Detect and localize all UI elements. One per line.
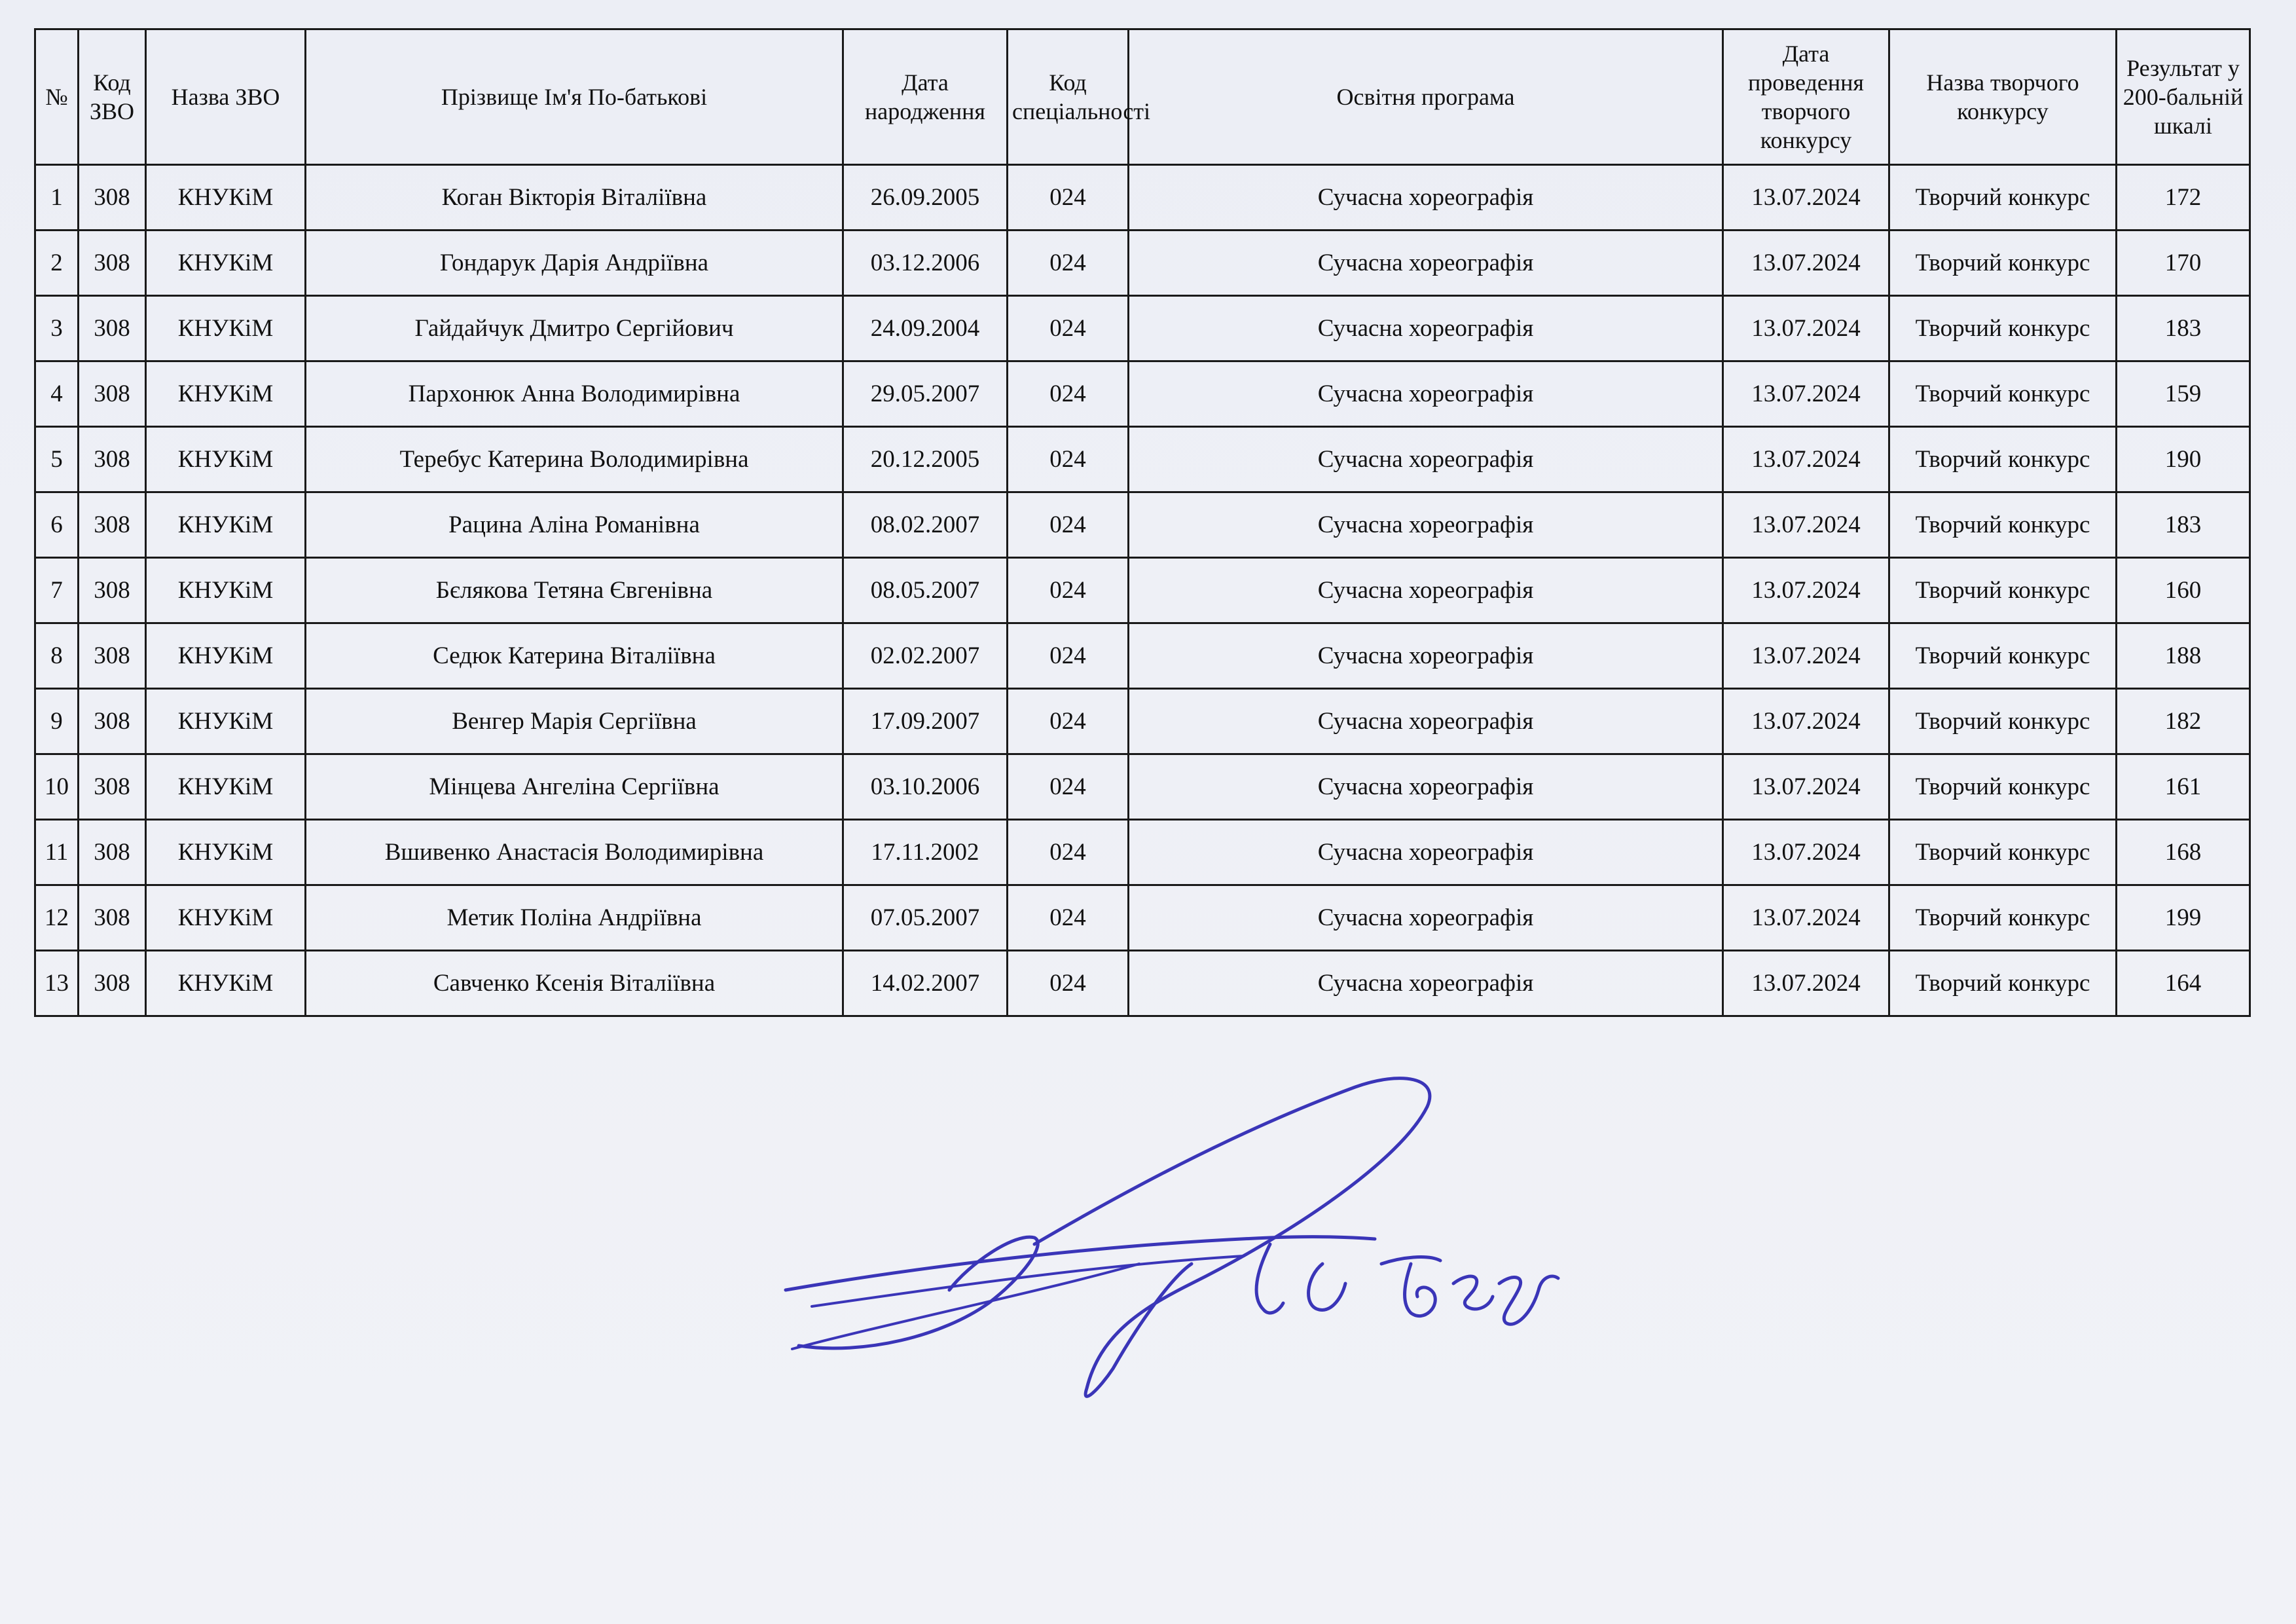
cell-birth-date: 29.05.2007 [843,361,1008,427]
cell-contest-name: Творчий конкурс [1889,427,2117,492]
cell-score: 170 [2117,231,2250,296]
cell-institution-name: КНУКіМ [146,296,306,361]
cell-number: 9 [35,689,79,754]
cell-score: 160 [2117,558,2250,623]
cell-institution-code: 308 [79,558,146,623]
cell-institution-name: КНУКіМ [146,231,306,296]
table-row [35,820,2250,885]
cell-educational-program: Сучасна хореографія [1129,361,1723,427]
table-row [35,885,2250,951]
table-row [35,689,2250,754]
cell-institution-code: 308 [79,951,146,1016]
column-header-educational-program: Освітня програма [1129,29,1723,165]
cell-institution-name: КНУКіМ [146,820,306,885]
cell-birth-date: 17.09.2007 [843,689,1008,754]
cell-specialty-code: 024 [1008,754,1129,820]
cell-full-name: Вшивенко Анастасія Володимирівна [306,820,843,885]
cell-institution-code: 308 [79,165,146,231]
cell-birth-date: 07.05.2007 [843,885,1008,951]
cell-educational-program: Сучасна хореографія [1129,165,1723,231]
column-header-contest-date: Дата проведення творчого конкурсу [1723,29,1889,165]
cell-specialty-code: 024 [1008,492,1129,558]
cell-birth-date: 14.02.2007 [843,951,1008,1016]
cell-number: 5 [35,427,79,492]
cell-specialty-code: 024 [1008,427,1129,492]
cell-score: 188 [2117,623,2250,689]
table-row [35,427,2250,492]
cell-specialty-code: 024 [1008,296,1129,361]
cell-number: 12 [35,885,79,951]
cell-contest-date: 13.07.2024 [1723,689,1889,754]
header-row [35,29,2250,165]
cell-contest-date: 13.07.2024 [1723,558,1889,623]
table-body [35,165,2250,1016]
table-row [35,951,2250,1016]
cell-contest-date: 13.07.2024 [1723,361,1889,427]
cell-contest-date: 13.07.2024 [1723,820,1889,885]
cell-birth-date: 03.10.2006 [843,754,1008,820]
cell-educational-program: Сучасна хореографія [1129,296,1723,361]
cell-score: 183 [2117,492,2250,558]
column-header-specialty-code: Код спеціальності [1008,29,1129,165]
cell-contest-name: Творчий конкурс [1889,689,2117,754]
cell-full-name: Теребус Катерина Володимирівна [306,427,843,492]
cell-contest-date: 13.07.2024 [1723,885,1889,951]
column-header-institution-name: Назва ЗВО [146,29,306,165]
cell-full-name: Седюк Катерина Віталіївна [306,623,843,689]
cell-specialty-code: 024 [1008,689,1129,754]
cell-birth-date: 02.02.2007 [843,623,1008,689]
cell-specialty-code: 024 [1008,361,1129,427]
cell-contest-name: Творчий конкурс [1889,623,2117,689]
table-row [35,623,2250,689]
table-row [35,754,2250,820]
cell-institution-code: 308 [79,885,146,951]
cell-score: 172 [2117,165,2250,231]
cell-educational-program: Сучасна хореографія [1129,427,1723,492]
cell-institution-name: КНУКіМ [146,951,306,1016]
cell-full-name: Бєлякова Тетяна Євгенівна [306,558,843,623]
cell-number: 11 [35,820,79,885]
cell-institution-code: 308 [79,427,146,492]
cell-contest-name: Творчий конкурс [1889,558,2117,623]
cell-contest-name: Творчий конкурс [1889,165,2117,231]
column-header-contest-name: Назва творчого конкурсу [1889,29,2117,165]
table-header [35,29,2250,165]
cell-number: 3 [35,296,79,361]
table-row [35,296,2250,361]
cell-specialty-code: 024 [1008,165,1129,231]
cell-full-name: Савченко Ксенія Віталіївна [306,951,843,1016]
cell-birth-date: 17.11.2002 [843,820,1008,885]
cell-birth-date: 24.09.2004 [843,296,1008,361]
cell-institution-name: КНУКіМ [146,689,306,754]
cell-contest-name: Творчий конкурс [1889,820,2117,885]
column-header-birth-date: Дата народження [843,29,1008,165]
cell-score: 190 [2117,427,2250,492]
cell-contest-name: Творчий конкурс [1889,951,2117,1016]
cell-score: 182 [2117,689,2250,754]
cell-institution-name: КНУКіМ [146,558,306,623]
cell-contest-name: Творчий конкурс [1889,885,2117,951]
cell-score: 199 [2117,885,2250,951]
cell-institution-code: 308 [79,820,146,885]
cell-full-name: Пархонюк Анна Володимирівна [306,361,843,427]
cell-number: 1 [35,165,79,231]
cell-contest-name: Творчий конкурс [1889,296,2117,361]
cell-contest-name: Творчий конкурс [1889,231,2117,296]
table-row [35,361,2250,427]
cell-institution-code: 308 [79,492,146,558]
cell-contest-date: 13.07.2024 [1723,165,1889,231]
cell-score: 183 [2117,296,2250,361]
cell-contest-date: 13.07.2024 [1723,296,1889,361]
cell-birth-date: 08.02.2007 [843,492,1008,558]
cell-institution-name: КНУКіМ [146,754,306,820]
cell-institution-code: 308 [79,231,146,296]
cell-contest-name: Творчий конкурс [1889,754,2117,820]
cell-specialty-code: 024 [1008,558,1129,623]
cell-institution-name: КНУКіМ [146,361,306,427]
cell-institution-code: 308 [79,296,146,361]
cell-institution-name: КНУКіМ [146,165,306,231]
cell-full-name: Рацина Аліна Романівна [306,492,843,558]
cell-institution-name: КНУКіМ [146,492,306,558]
cell-score: 161 [2117,754,2250,820]
cell-institution-code: 308 [79,754,146,820]
cell-specialty-code: 024 [1008,623,1129,689]
column-header-score: Результат у 200-бальній шкалі [2117,29,2250,165]
column-header-number: № [35,29,79,165]
cell-contest-date: 13.07.2024 [1723,231,1889,296]
cell-full-name: Гайдайчук Дмитро Сергійович [306,296,843,361]
cell-number: 6 [35,492,79,558]
cell-specialty-code: 024 [1008,820,1129,885]
cell-number: 7 [35,558,79,623]
cell-specialty-code: 024 [1008,951,1129,1016]
table-row [35,231,2250,296]
cell-institution-code: 308 [79,623,146,689]
cell-number: 8 [35,623,79,689]
column-header-institution-code: Код ЗВО [79,29,146,165]
cell-number: 10 [35,754,79,820]
cell-score: 168 [2117,820,2250,885]
cell-birth-date: 03.12.2006 [843,231,1008,296]
cell-contest-date: 13.07.2024 [1723,492,1889,558]
cell-full-name: Мінцева Ангеліна Сергіївна [306,754,843,820]
cell-institution-name: КНУКіМ [146,623,306,689]
table-row [35,492,2250,558]
cell-educational-program: Сучасна хореографія [1129,492,1723,558]
cell-number: 4 [35,361,79,427]
cell-educational-program: Сучасна хореографія [1129,231,1723,296]
cell-contest-date: 13.07.2024 [1723,951,1889,1016]
cell-number: 13 [35,951,79,1016]
cell-institution-code: 308 [79,689,146,754]
cell-contest-date: 13.07.2024 [1723,754,1889,820]
cell-educational-program: Сучасна хореографія [1129,820,1723,885]
cell-full-name: Венгер Марія Сергіївна [306,689,843,754]
cell-specialty-code: 024 [1008,231,1129,296]
cell-birth-date: 26.09.2005 [843,165,1008,231]
cell-birth-date: 08.05.2007 [843,558,1008,623]
cell-educational-program: Сучасна хореографія [1129,951,1723,1016]
cell-contest-date: 13.07.2024 [1723,427,1889,492]
cell-educational-program: Сучасна хореографія [1129,754,1723,820]
cell-score: 159 [2117,361,2250,427]
cell-full-name: Коган Вікторія Віталіївна [306,165,843,231]
cell-contest-date: 13.07.2024 [1723,623,1889,689]
cell-number: 2 [35,231,79,296]
cell-educational-program: Сучасна хореографія [1129,558,1723,623]
cell-score: 164 [2117,951,2250,1016]
cell-specialty-code: 024 [1008,885,1129,951]
cell-full-name: Гондарук Дарія Андріївна [306,231,843,296]
cell-full-name: Метик Поліна Андріївна [306,885,843,951]
results-table [34,28,2251,1017]
cell-educational-program: Сучасна хореографія [1129,885,1723,951]
cell-institution-code: 308 [79,361,146,427]
cell-institution-name: КНУКіМ [146,885,306,951]
handwritten-signature-icon [773,1048,1728,1414]
cell-contest-name: Творчий конкурс [1889,361,2117,427]
cell-birth-date: 20.12.2005 [843,427,1008,492]
cell-contest-name: Творчий конкурс [1889,492,2117,558]
column-header-full-name: Прізвище Ім'я По-батькові [306,29,843,165]
cell-educational-program: Сучасна хореографія [1129,623,1723,689]
table-row [35,558,2250,623]
cell-institution-name: КНУКіМ [146,427,306,492]
table-row [35,165,2250,231]
cell-educational-program: Сучасна хореографія [1129,689,1723,754]
